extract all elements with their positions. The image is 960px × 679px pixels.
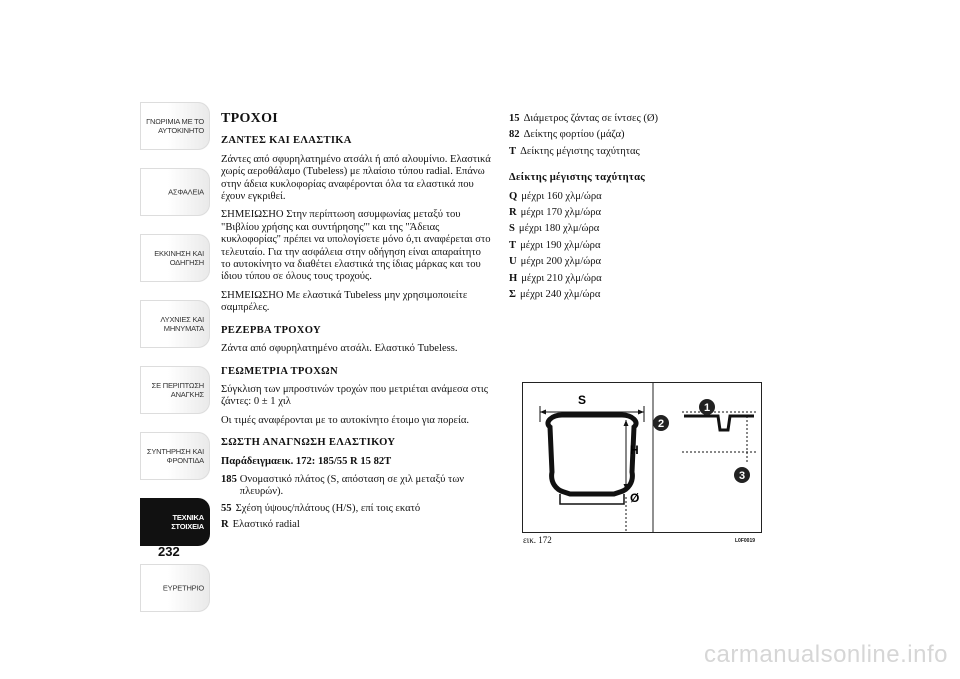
item-code: 185	[221, 473, 237, 485]
speed-code: U	[509, 256, 517, 268]
figure-caption: εικ. 172	[523, 535, 552, 545]
tire-figure	[522, 382, 762, 546]
tab-lights-messages[interactable]	[140, 300, 210, 348]
paragraph: Σύγκλιση των μπροστινών τροχών που μετριέται ανάμεσα στις ζάντες: 0 ± 1 χιλ	[221, 383, 488, 408]
page-title: ΤΡΟΧΟΙ	[221, 111, 279, 126]
svg-text:2: 2	[657, 418, 665, 430]
tab-maintenance[interactable]	[140, 432, 210, 480]
speed-item	[509, 240, 769, 252]
tab-label: ΣΥΝΤΗΡΗΣΗ ΚΑΙ ΦΡΟΝΤΙΔΑ	[146, 447, 204, 465]
figure-code: L0F0019	[735, 538, 756, 544]
item-text: Δείκτης φορτίου (μάζα)	[523, 129, 625, 141]
speed-text: μέχρι 170 χλμ/ώρα	[520, 207, 602, 219]
tab-getting-to-know[interactable]	[140, 102, 210, 150]
speed-code: H	[509, 272, 518, 284]
item-code: 82	[509, 129, 520, 141]
section-heading: Δείκτης μέγιστης ταχύτητας	[509, 172, 646, 184]
speed-item	[509, 223, 769, 235]
list-item	[509, 146, 769, 158]
tab-label: ΣΕ ΠΕΡΙΠΤΩΣΗ ΑΝΑΓΚΗΣ	[151, 381, 204, 399]
speed-text: μέχρι 200 χλμ/ώρα	[520, 256, 602, 268]
speed-text: μέχρι 160 χλμ/ώρα	[521, 190, 602, 202]
tab-label: ΑΣΦΑΛΕΙΑ	[168, 187, 204, 197]
page-number: 232	[158, 544, 180, 559]
tab-label: ΕΥΡΕΤΗΡΙΟ	[162, 583, 204, 593]
tab-index[interactable]	[140, 564, 210, 612]
item-code: T	[509, 145, 517, 157]
item-text: Ονομαστικό πλάτος (S, απόσταση σε χιλ μεταξύ των πλευρών).	[239, 473, 465, 498]
tab-emergency[interactable]	[140, 366, 210, 414]
speed-item	[509, 256, 769, 268]
speed-text: μέχρι 190 χλμ/ώρα	[520, 239, 601, 251]
tab-label: ΛΥΧΝΙΕΣ ΚΑΙ ΜΗΝΥΜΑΤΑ	[160, 315, 204, 333]
speed-code: T	[509, 239, 517, 251]
section-heading: ΖΑΝΤΕΣ ΚΑΙ ΕΛΑΣΤΙΚΑ	[221, 135, 352, 147]
section-heading: ΣΩΣΤΗ ΑΝΑΓΝΩΣΗ ΕΛΑΣΤΙΚΟΥ	[221, 437, 396, 449]
speed-code: Q	[509, 190, 518, 202]
example-line: Παράδειγμαεικ. 172: 185/55 R 15 82T	[221, 455, 392, 467]
speed-code: S	[509, 223, 515, 235]
tire-section	[548, 415, 636, 494]
section-heading: ΓΕΩΜΕΤΡΙΑ ΤΡΟΧΩΝ	[221, 365, 338, 377]
tab-technical-data[interactable]	[140, 498, 210, 546]
list-item	[509, 113, 769, 125]
item-code: 55	[221, 502, 232, 514]
speed-code: Σ	[509, 289, 516, 301]
item-text: Διάμετρος ζάντας σε ίντσες (Ø)	[523, 113, 659, 124]
speed-item	[509, 289, 769, 301]
list-item	[221, 474, 491, 499]
note-paragraph: ΣΗΜΕΙΩΣΗΟ Στην περίπτωση ασυμφωνίας μεταξύ του "Βιβλίου χρήσης και συντήρησης"' και της "Άδειας κυκλοφορίας" πρέπει να υπολογίσετε μόνο ό,τι αναφέρεται στο τελευταίο. Για την ασφάλεια στην οδήγηση είναι απαραίτητο το αυτοκίνητο να διαθέτει ελαστικά της ίδιας μάρκας και του ίδιου τύπου σε όλους τους τροχούς.	[221, 209, 491, 283]
paragraph: Οι τιμές αναφέρονται με το αυτοκίνητο έτοιμο για πορεία.	[221, 414, 470, 426]
left-column	[221, 113, 491, 536]
svg-text:1: 1	[703, 402, 711, 414]
note-paragraph: ΣΗΜΕΙΩΣΗΟ Με ελαστικά Tubeless μην χρησιμοποιείτε σαμπρέλες.	[221, 289, 468, 314]
speed-text: μέχρι 210 χλμ/ώρα	[521, 272, 602, 284]
list-item	[221, 519, 491, 531]
item-text: Σχέση ύψους/πλάτους (H/S), επί τοις εκατό	[235, 502, 421, 514]
speed-text: μέχρι 240 χλμ/ώρα	[519, 289, 601, 301]
list-item	[509, 129, 769, 141]
svg-text:3: 3	[738, 470, 746, 482]
item-text: Δείκτης μέγιστης ταχύτητας	[520, 145, 640, 157]
label-h: H	[630, 443, 639, 457]
label-diameter: Ø	[630, 491, 640, 505]
item-text: Ελαστικό radial	[232, 519, 300, 531]
speed-item	[509, 191, 769, 203]
tab-label: ΓΝΩΡΙΜΙΑ ΜΕ ΤΟ ΑΥΤΟΚΙΝΗΤΟ	[146, 117, 204, 135]
item-code: 15	[509, 113, 520, 124]
tab-safety[interactable]	[140, 168, 210, 216]
speed-item	[509, 273, 769, 285]
paragraph: Ζάντα από σφυρηλατημένο ατσάλι. Ελαστικό Tubeless.	[221, 343, 458, 355]
item-code: R	[221, 519, 229, 531]
paragraph: Ζάντες από σφυρηλατημένο ατσάλι ή από αλουμίνιο. Ελαστικά χωρίς αεροθάλαμο (Tubeless) με πλαίσιο τύπου radial. Επάνω στην άδεια κυκλοφορίας αναφέρονται όλα τα ελαστικά που έχουν εγκριθεί.	[221, 153, 491, 203]
watermark-text: carmanualsonline.info	[704, 641, 948, 668]
right-column	[509, 113, 769, 305]
tab-label: ΤΕΧΝΙΚΑ ΣΤΟΙΧΕΙΑ	[171, 513, 204, 531]
tab-label: ΕΚΚΙΝΗΣΗ ΚΑΙ ΟΔΗΓΗΣΗ	[154, 249, 204, 267]
list-item	[221, 503, 491, 515]
label-s: S	[578, 393, 587, 407]
tab-starting-driving[interactable]	[140, 234, 210, 282]
tire-diagram	[522, 382, 762, 546]
section-heading: ΡΕΖΕΡΒΑ ΤΡΟΧΟΥ	[221, 324, 321, 336]
speed-text: μέχρι 180 χλμ/ώρα	[518, 223, 600, 235]
speed-code: R	[509, 207, 517, 219]
speed-item	[509, 207, 769, 219]
